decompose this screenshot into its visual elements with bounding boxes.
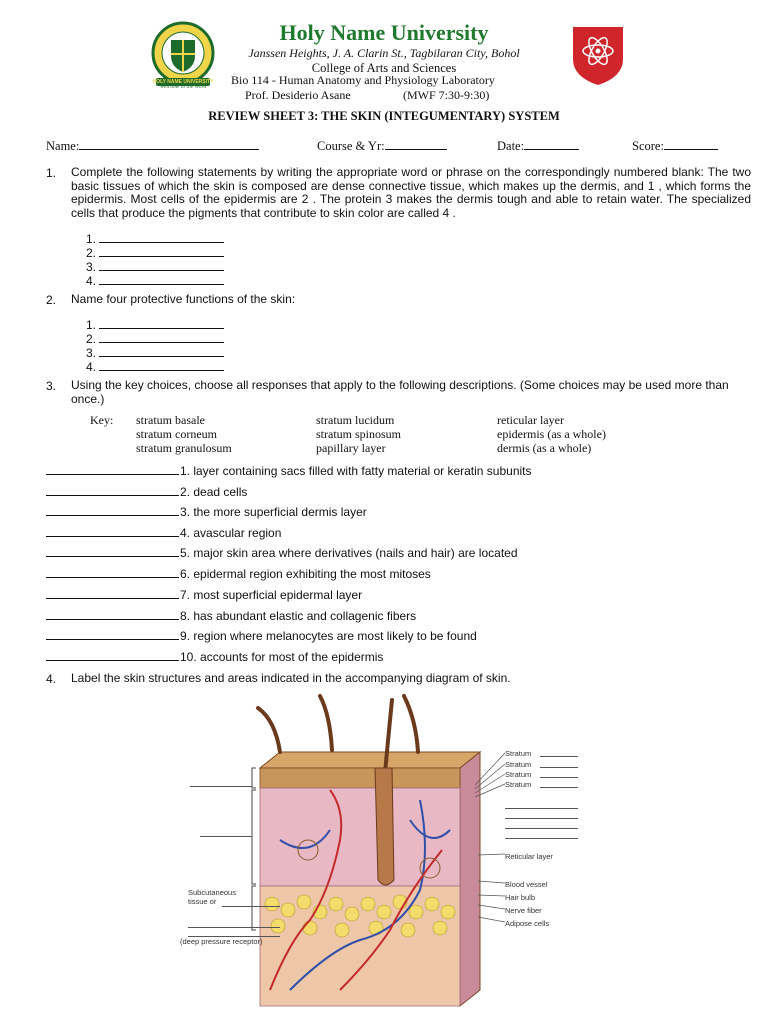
q3-item-text: 9. region where melanocytes are most likely to be found <box>180 629 477 643</box>
q1-blank-number: 3. <box>86 260 97 274</box>
q1-number: 1. <box>46 166 57 180</box>
q3-item-text: 2. dead cells <box>180 485 248 499</box>
q4-text: Label the skin structures and areas indicated in the accompanying diagram of skin. <box>71 671 511 685</box>
diagram-left-blank-1[interactable] <box>190 786 252 787</box>
answer-line[interactable] <box>99 344 224 357</box>
key-choice: dermis (as a whole) <box>497 441 592 455</box>
q3-text: Using the key choices, choose all responses that apply to the following descriptions. (Some choices may be used more than once.) <box>71 378 729 406</box>
q2-text: Name four protective functions of the skin: <box>71 292 296 306</box>
answer-line[interactable] <box>99 230 224 243</box>
score-blank[interactable] <box>664 137 718 150</box>
score-field[interactable] <box>632 137 718 154</box>
diagram-right-blank-3[interactable] <box>540 777 578 778</box>
q1-text: Complete the following statements by writing the appropriate word or phrase on the correspondingly numbered blank: The two basic tissues of which the skin is composed are dense connective tissue, which makes up the dermis, and 1 , which forms the epidermis. Most cells of the epidermis are 2 . The protein 3 makes the dermis tough and able to retain water. The specialized cells that produce the pigments that contribute to skin color are called 4 . <box>71 165 751 220</box>
answer-line[interactable] <box>46 565 179 578</box>
answer-line[interactable] <box>99 244 224 257</box>
answer-line[interactable] <box>99 358 224 371</box>
key-choice: stratum lucidum <box>316 413 395 427</box>
college-name: College of Arts and Sciences <box>311 61 457 75</box>
key-label: Key: <box>90 413 114 427</box>
course-yr-field[interactable] <box>317 137 447 154</box>
name-field[interactable] <box>46 137 259 154</box>
q1-blank-number: 1. <box>86 232 97 246</box>
blood-vessel-label: Blood vessel <box>505 880 548 889</box>
q3-item-6[interactable] <box>46 565 431 581</box>
q3-item-7[interactable] <box>46 586 362 602</box>
stratum-label-4: Stratum <box>505 780 532 789</box>
q4-number: 4. <box>46 672 57 686</box>
subcutaneous-label: Subcutaneous <box>188 888 236 897</box>
answer-line[interactable] <box>46 462 179 475</box>
q3-item-9[interactable] <box>46 627 477 643</box>
class-schedule: (MWF 7:30-9:30) <box>403 88 490 102</box>
deep-pressure-receptor-label: (deep pressure receptor) <box>180 937 263 946</box>
answer-line[interactable] <box>99 258 224 271</box>
q3-item-5[interactable] <box>46 544 518 560</box>
professor-name: Prof. Desiderio Asane <box>245 88 351 102</box>
date-label: Date: <box>497 139 525 153</box>
q1-blank-4[interactable] <box>86 272 224 288</box>
name-blank[interactable] <box>79 137 259 150</box>
diagram-right-blank-7[interactable] <box>505 828 578 829</box>
answer-line[interactable] <box>99 330 224 343</box>
key-choice: stratum granulosum <box>136 441 232 455</box>
course-name: Bio 114 - Human Anatomy and Physiology Laboratory <box>231 73 495 87</box>
q3-item-text: 6. epidermal region exhibiting the most mitoses <box>180 567 431 581</box>
q3-item-text: 3. the more superficial dermis layer <box>180 505 367 519</box>
course-yr-label: Course & Yr: <box>317 139 385 153</box>
key-choice: epidermis (as a whole) <box>497 427 606 441</box>
diagram-left-blank-3[interactable] <box>222 906 280 907</box>
q2-blank-number: 2. <box>86 332 97 346</box>
answer-line[interactable] <box>46 544 179 557</box>
q1-blank-number: 2. <box>86 246 97 260</box>
answer-line[interactable] <box>99 272 224 285</box>
q1-blank-number: 4. <box>86 274 97 288</box>
diagram-right-blank-2[interactable] <box>540 767 578 768</box>
name-label: Name: <box>46 139 80 153</box>
q3-item-1[interactable] <box>46 462 532 478</box>
q2-blank-number: 4. <box>86 360 97 374</box>
answer-line[interactable] <box>46 524 179 537</box>
stratum-label-1: Stratum <box>505 749 532 758</box>
diagram-right-blank-6[interactable] <box>505 818 578 819</box>
score-label: Score: <box>632 139 664 153</box>
q3-item-text: 5. major skin area where derivatives (nails and hair) are located <box>180 546 518 560</box>
answer-line[interactable] <box>46 586 179 599</box>
subcutaneous-label-2: tissue or <box>188 897 217 906</box>
diagram-left-blank-4[interactable] <box>188 927 280 928</box>
diagram-right-blank-4[interactable] <box>540 787 578 788</box>
reticular-layer-label: Reticular layer <box>505 852 553 861</box>
key-choice: stratum corneum <box>136 427 217 441</box>
date-blank[interactable] <box>524 137 579 150</box>
stratum-label-2: Stratum <box>505 760 532 769</box>
key-choice: reticular layer <box>497 413 564 427</box>
diagram-right-blank-8[interactable] <box>505 838 578 839</box>
answer-line[interactable] <box>46 627 179 640</box>
answer-line[interactable] <box>46 483 179 496</box>
date-field[interactable] <box>497 137 579 154</box>
key-choice: stratum basale <box>136 413 205 427</box>
adipose-cells-label: Adipose cells <box>505 919 550 928</box>
q2-number: 2. <box>46 293 57 307</box>
q3-item-3[interactable] <box>46 503 367 519</box>
university-name: Holy Name University <box>279 20 489 45</box>
sheet-title: REVIEW SHEET 3: THE SKIN (INTEGUMENTARY) SYSTEM <box>208 109 560 123</box>
logo-motto: Welcome to the Word <box>159 84 207 90</box>
q3-item-10[interactable] <box>46 648 383 664</box>
hair-bulb-label: Hair bulb <box>505 893 536 902</box>
q3-item-text: 8. has abundant elastic and collagenic fibers <box>180 609 417 623</box>
course-yr-blank[interactable] <box>385 137 447 150</box>
diagram-right-blank-1[interactable] <box>540 756 578 757</box>
answer-line[interactable] <box>46 648 179 661</box>
leader-lines <box>470 745 510 935</box>
q3-item-text: 10. accounts for most of the epidermis <box>180 650 384 664</box>
q2-blank-4[interactable] <box>86 358 224 374</box>
q3-item-2[interactable] <box>46 483 247 499</box>
logo-ring-text: HOLY NAME UNIVERSITY <box>152 79 214 85</box>
answer-line[interactable] <box>46 503 179 516</box>
q3-number: 3. <box>46 379 57 393</box>
skin-diagram <box>180 690 590 1010</box>
answer-line[interactable] <box>99 316 224 329</box>
nerve-fiber-label: Nerve fiber <box>505 906 542 915</box>
key-choice: papillary layer <box>316 441 386 455</box>
answer-line[interactable] <box>46 607 179 620</box>
university-address: Janssen Heights, J. A. Clarin St., Tagbilaran City, Bohol <box>248 46 520 60</box>
q3-item-8[interactable] <box>46 607 416 623</box>
q3-item-text: 1. layer containing sacs filled with fatty material or keratin subunits <box>180 464 532 478</box>
stratum-label-3: Stratum <box>505 770 532 779</box>
q3-item-4[interactable] <box>46 524 281 540</box>
diagram-right-blank-5[interactable] <box>505 808 578 809</box>
q3-item-text: 4. avascular region <box>180 526 282 540</box>
diagram-left-blank-2[interactable] <box>200 836 252 837</box>
key-choice: stratum spinosum <box>316 427 402 441</box>
q2-blank-number: 1. <box>86 318 97 332</box>
q2-blank-number: 3. <box>86 346 97 360</box>
q3-item-text: 7. most superficial epidermal layer <box>180 588 363 602</box>
